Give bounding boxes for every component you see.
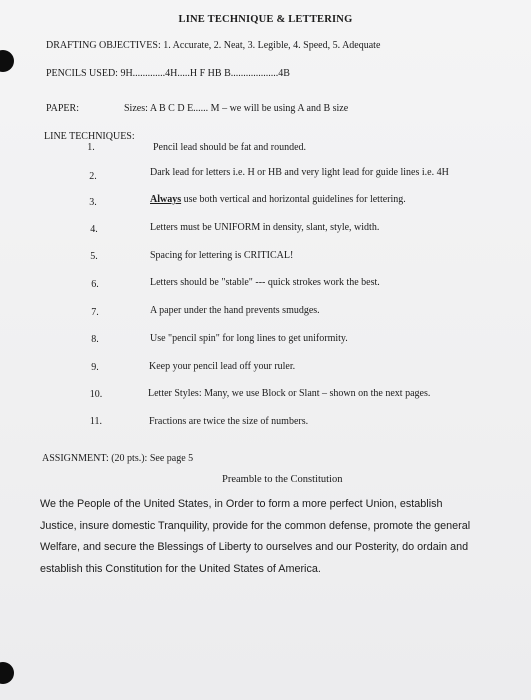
preamble-line: Justice, insure domestic Tranquility, provide for the common defense, promote the general bbox=[40, 519, 471, 532]
technique-text: Use "pencil spin" for long lines to get uniformity. bbox=[150, 333, 348, 344]
paper-label: PAPER: bbox=[46, 103, 79, 114]
preamble-title: Preamble to the Constitution bbox=[222, 474, 343, 485]
preamble-line: Welfare, and secure the Blessings of Liberty to ourselves and our Posterity, do ordain and bbox=[40, 541, 469, 553]
technique-text: Keep your pencil lead off your ruler. bbox=[149, 361, 296, 372]
technique-number: 11. bbox=[89, 416, 103, 427]
technique-number: 1. bbox=[87, 142, 95, 153]
technique-text: Fractions are twice the size of numbers. bbox=[149, 416, 309, 427]
pencils-used: PENCILS USED: 9H.............4H.....H F HB B...................4B bbox=[46, 68, 290, 79]
technique-number: 5. bbox=[90, 251, 98, 262]
technique-number: 4. bbox=[90, 224, 98, 235]
technique-number: 7. bbox=[91, 307, 99, 318]
technique-number: 8. bbox=[91, 334, 99, 345]
technique-text: Letters must be UNIFORM in density, slant, style, width. bbox=[150, 222, 380, 233]
technique-text: Letter Styles: Many, we use Block or Slant – shown on the next pages. bbox=[148, 388, 431, 399]
technique-number: 3. bbox=[89, 197, 97, 208]
preamble-line: establish this Constitution for the United States of America. bbox=[40, 562, 321, 575]
technique-text: Letters should be "stable" --- quick strokes work the best. bbox=[150, 277, 380, 288]
binder-hole-top bbox=[0, 50, 14, 72]
technique-text: Pencil lead should be fat and rounded. bbox=[153, 142, 307, 153]
emphasis-always: Always bbox=[150, 194, 182, 205]
assignment-line: ASSIGNMENT: (20 pts.): See page 5 bbox=[42, 453, 194, 464]
page-title: LINE TECHNIQUE & LETTERING bbox=[178, 14, 353, 25]
preamble-body bbox=[40, 494, 470, 580]
drafting-objectives: DRAFTING OBJECTIVES: 1. Accurate, 2. Neat, 3. Legible, 4. Speed, 5. Adequate bbox=[46, 40, 381, 51]
technique-text: Spacing for lettering is CRITICAL! bbox=[150, 250, 294, 261]
preamble-line: We the People of the United States, in Order to form a more perfect Union, establish bbox=[40, 498, 443, 510]
technique-number: 9. bbox=[91, 362, 99, 373]
binder-hole-bottom bbox=[0, 662, 14, 684]
paper-sizes: Sizes: A B C D E...... M – we will be using A and B size bbox=[124, 103, 349, 114]
technique-text: A paper under the hand prevents smudges. bbox=[150, 305, 320, 316]
technique-text bbox=[150, 194, 406, 205]
technique-number: 6. bbox=[91, 279, 99, 290]
line-techniques-heading: LINE TECHNIQUES: bbox=[44, 131, 135, 142]
technique-number: 10. bbox=[89, 389, 103, 400]
technique-number: 2. bbox=[89, 171, 97, 182]
technique-text-rest: use both vertical and horizontal guidelines for lettering. bbox=[181, 194, 406, 205]
technique-text: Dark lead for letters i.e. H or HB and very light lead for guide lines i.e. 4H bbox=[150, 167, 449, 178]
